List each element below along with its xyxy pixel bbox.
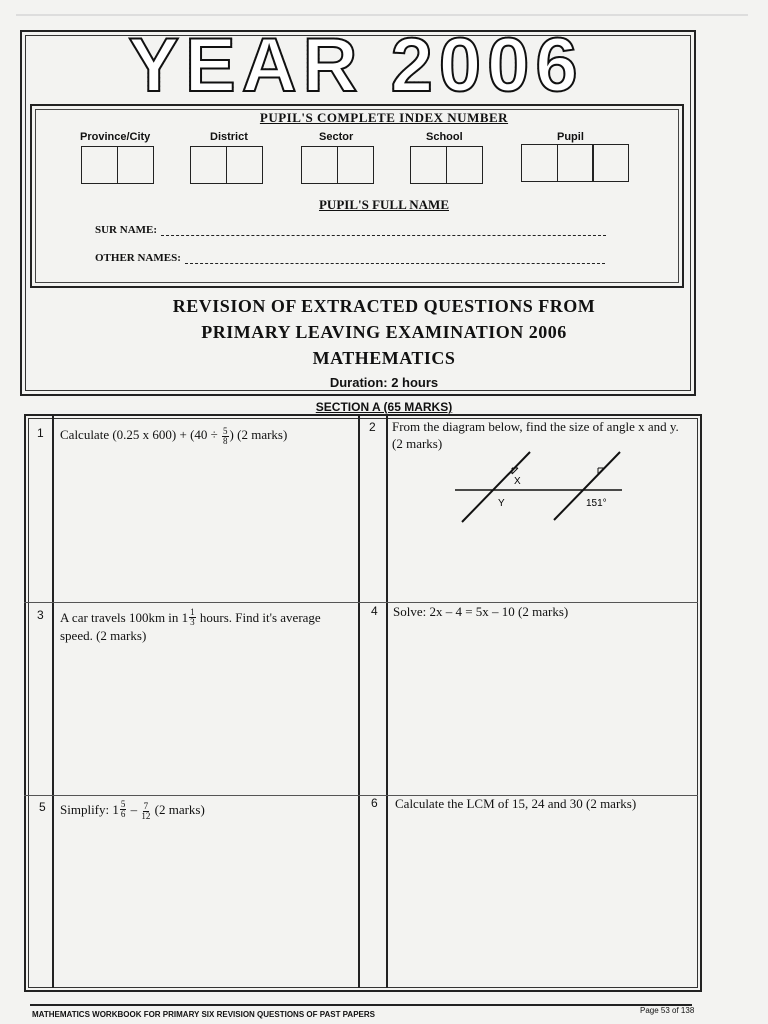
- q3-text-start: A car travels 100km in: [60, 610, 182, 625]
- sector-label: Sector: [319, 131, 354, 143]
- question-5: Simplify: 1 $\frac{5}{6}$ – $\frac{7}{12}$ (2 marks): [60, 799, 205, 821]
- province-city-boxes[interactable]: [81, 146, 152, 184]
- question-number: 6: [371, 796, 378, 810]
- section-title: SECTION A (65 MARKS): [315, 400, 453, 414]
- digit-box[interactable]: [521, 144, 558, 182]
- digit-box[interactable]: [337, 146, 374, 184]
- pupil-boxes[interactable]: [521, 144, 628, 182]
- sector-boxes[interactable]: [301, 146, 372, 184]
- heading-subject: MATHEMATICS: [312, 348, 456, 368]
- fraction: $\frac{7}{12}$: [141, 800, 151, 821]
- mixed-number: 1 $\frac{5}{6}$: [112, 799, 126, 819]
- question-number: 4: [371, 604, 378, 618]
- school-boxes[interactable]: [410, 146, 481, 184]
- other-names-label: OTHER NAMES:: [95, 252, 181, 264]
- number-column-divider-right: [386, 414, 388, 988]
- digit-box[interactable]: [592, 144, 629, 182]
- full-name-title: PUPIL'S FULL NAME: [318, 197, 449, 212]
- heading-line-2: PRIMARY LEAVING EXAMINATION 2006: [201, 322, 567, 342]
- question-number: 2: [369, 420, 376, 434]
- angle-151-label: 151°: [586, 498, 607, 509]
- question-number: 1: [37, 426, 44, 440]
- q1-text-end: ) (2 marks): [229, 427, 288, 442]
- digit-box[interactable]: [190, 146, 227, 184]
- digit-box[interactable]: [117, 146, 154, 184]
- digit-box[interactable]: [226, 146, 263, 184]
- pupil-label: Pupil: [557, 131, 584, 143]
- district-label: District: [210, 131, 248, 143]
- surname-row[interactable]: [95, 224, 606, 236]
- q3-text-end: hours. Find it's average speed. (2 marks): [60, 610, 321, 643]
- surname-label: SUR NAME:: [95, 224, 158, 236]
- q1-text-start: Calculate (0.25 x 600) + (40 ÷: [60, 427, 222, 442]
- digit-box[interactable]: [446, 146, 483, 184]
- angle-y-label: Y: [498, 498, 505, 509]
- heading-line-1: REVISION OF EXTRACTED QUESTIONS FROM: [172, 296, 596, 316]
- q5-text-start: Simplify:: [60, 802, 113, 817]
- digit-box[interactable]: [557, 144, 594, 182]
- question-3: [60, 608, 340, 644]
- footer-rule: [30, 1004, 692, 1006]
- q5-text-end: (2 marks): [151, 802, 205, 817]
- other-names-row[interactable]: [95, 252, 605, 264]
- question-number: 5: [39, 800, 46, 814]
- question-6: Calculate the LCM of 15, 24 and 30 (2 marks): [395, 796, 637, 811]
- other-names-field[interactable]: [185, 255, 605, 264]
- index-number-title: PUPIL'S COMPLETE INDEX NUMBER: [259, 110, 509, 125]
- mixed-number: 1 $\frac{1}{3}$: [181, 607, 195, 627]
- page-edge: [16, 14, 748, 16]
- question-1: [60, 426, 352, 446]
- digit-box[interactable]: [301, 146, 338, 184]
- question-2: From the diagram below, find the size of angle x and y. (2 marks): [392, 419, 679, 451]
- page-number: Page 53 of 138: [640, 1006, 695, 1015]
- footer-title: MATHEMATICS WORKBOOK FOR PRIMARY SIX REVISION QUESTIONS OF PAST PAPERS: [32, 1010, 375, 1019]
- digit-box[interactable]: [410, 146, 447, 184]
- question-4: Solve: 2x – 4 = 5x – 10 (2 marks): [393, 604, 569, 619]
- angle-x-label: X: [514, 476, 521, 487]
- school-label: School: [426, 131, 463, 143]
- number-column-divider-left: [52, 414, 54, 988]
- digit-box[interactable]: [81, 146, 118, 184]
- question-number: 3: [37, 608, 44, 622]
- duration: Duration: 2 hours: [329, 375, 439, 390]
- parallel-lines-diagram: [450, 450, 630, 530]
- district-boxes[interactable]: [190, 146, 261, 184]
- fraction: $\frac{5}{8}$: [223, 425, 228, 446]
- province-city-label: Province/City: [80, 131, 151, 143]
- surname-field[interactable]: [161, 227, 606, 236]
- year-banner: YEAR 2006: [24, 33, 688, 99]
- column-divider: [358, 414, 360, 988]
